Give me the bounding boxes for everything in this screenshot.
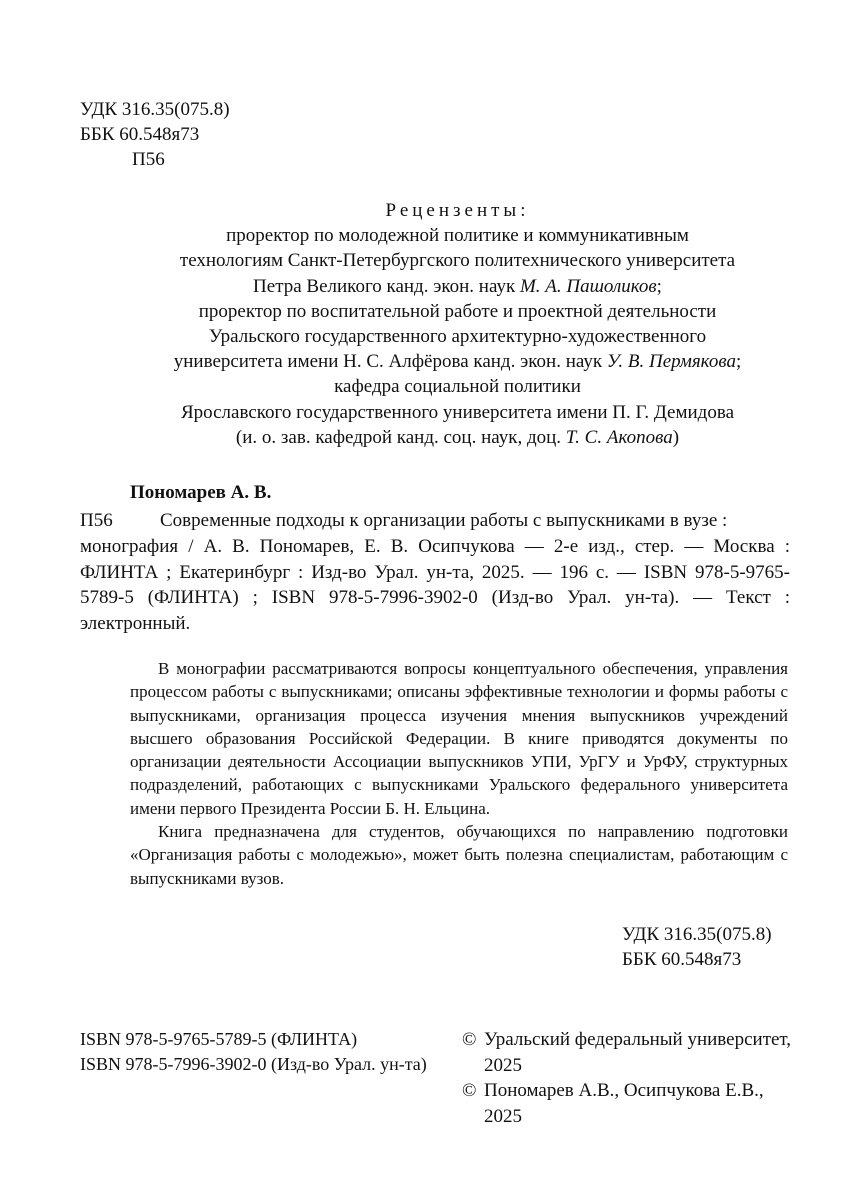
copyright-icon: © [462, 1029, 477, 1050]
entry-body [80, 508, 790, 637]
classification-bottom [622, 922, 772, 972]
copyright-block [462, 1027, 802, 1129]
copyright-item [462, 1027, 802, 1078]
reviewer-line: проректор по молодежной политике и коммуникативным [226, 225, 689, 247]
reviewer-line: Петра Великого канд. экон. наук М. А. Пашоликов; [253, 275, 662, 297]
bibliographic-entry [80, 480, 790, 637]
isbn-flinta: ISBN 978-5-9765-5789-5 (ФЛИНТА) [80, 1029, 358, 1049]
reviewers-heading: Рецензенты: [385, 200, 530, 221]
reviewer-line: технологиям Санкт-Петербургского политехнического университета [179, 250, 736, 272]
reviewer-name: М. А. Пашоликов [519, 275, 657, 297]
copyright-item [462, 1078, 802, 1129]
author-mark: П56 [132, 149, 165, 170]
bbk-code: ББК 60.548я73 [80, 124, 200, 145]
reviewer-line: проректор по воспитательной работе и проектной деятельности [198, 300, 717, 322]
entry-description: монография / А. В. Пономарев, Е. В. Осипчукова — 2-е изд., стер. — Москва : ФЛИНТА ; Екатеринбург : Изд-во Урал. ун-та, 2025. — 196 с. — ISBN 978-5-9765-5789-5 (ФЛИНТА) ; ISBN 978-5-7996-3902-0 (Изд-во Урал. ун-та). — Текст : электронный. [80, 535, 790, 635]
reviewer-name: Т. С. Акопова [565, 426, 673, 448]
classification-block [80, 97, 230, 172]
isbn-block [80, 1027, 427, 1077]
reviewer-line: кафедра социальной политики [334, 376, 581, 398]
annotation [130, 657, 788, 890]
copyright-holder: Уральский федеральный университет, 2025 [484, 1029, 792, 1076]
copyright-icon: © [462, 1080, 477, 1101]
copyright-holder: Пономарев А.В., Осипчукова Е.В., 2025 [484, 1080, 764, 1127]
entry-author: Пономарев А. В. [130, 482, 272, 503]
bbk-code-bottom: ББК 60.548я73 [622, 949, 742, 970]
reviewer-line: (и. о. зав. кафедрой канд. соц. наук, доц. Т. С. Акопова) [235, 426, 680, 448]
udc-code: УДК 316.35(075.8) [80, 99, 230, 120]
isbn-urfu: ISBN 978-5-7996-3902-0 (Изд-во Урал. ун-та) [80, 1054, 427, 1074]
reviewer-line: Уральского государственного архитектурно-художественного [208, 326, 707, 348]
annotation-paragraph: Книга предназначена для студентов, обучающихся по направлению подготовки «Организация работы с молодежью», может быть полезна специалистам, работающим с выпускниками вузов. [130, 822, 788, 888]
entry-mark: П56 [80, 510, 113, 531]
annotation-paragraph: В монографии рассматриваются вопросы концептуального обеспечения, управления процессом работы с выпускниками; описаны эффективные технологии и формы работы с выпускниками, организация процесса изучения мнения выпускников учреждений высшего образования Российской Федерации. В книге приводятся документы по организации деятельности Ассоциации выпускников УПИ, УрГУ и УрФУ, структурных подразделений, работающих с выпускниками Уральского федерального университета имени первого Президента России Б. Н. Ельцина. [130, 659, 788, 818]
reviewers-block [60, 198, 855, 450]
entry-first-line: Современные подходы к организации работы с выпускниками в вузе : [160, 510, 728, 531]
udc-code-bottom: УДК 316.35(075.8) [622, 924, 772, 945]
reviewer-line: Ярославского государственного университета имени П. Г. Демидова [180, 401, 735, 423]
reviewer-line: университета имени Н. С. Алфёрова канд. экон. наук У. В. Пермякова; [173, 351, 742, 373]
reviewer-name: У. В. Пермякова [606, 351, 736, 373]
